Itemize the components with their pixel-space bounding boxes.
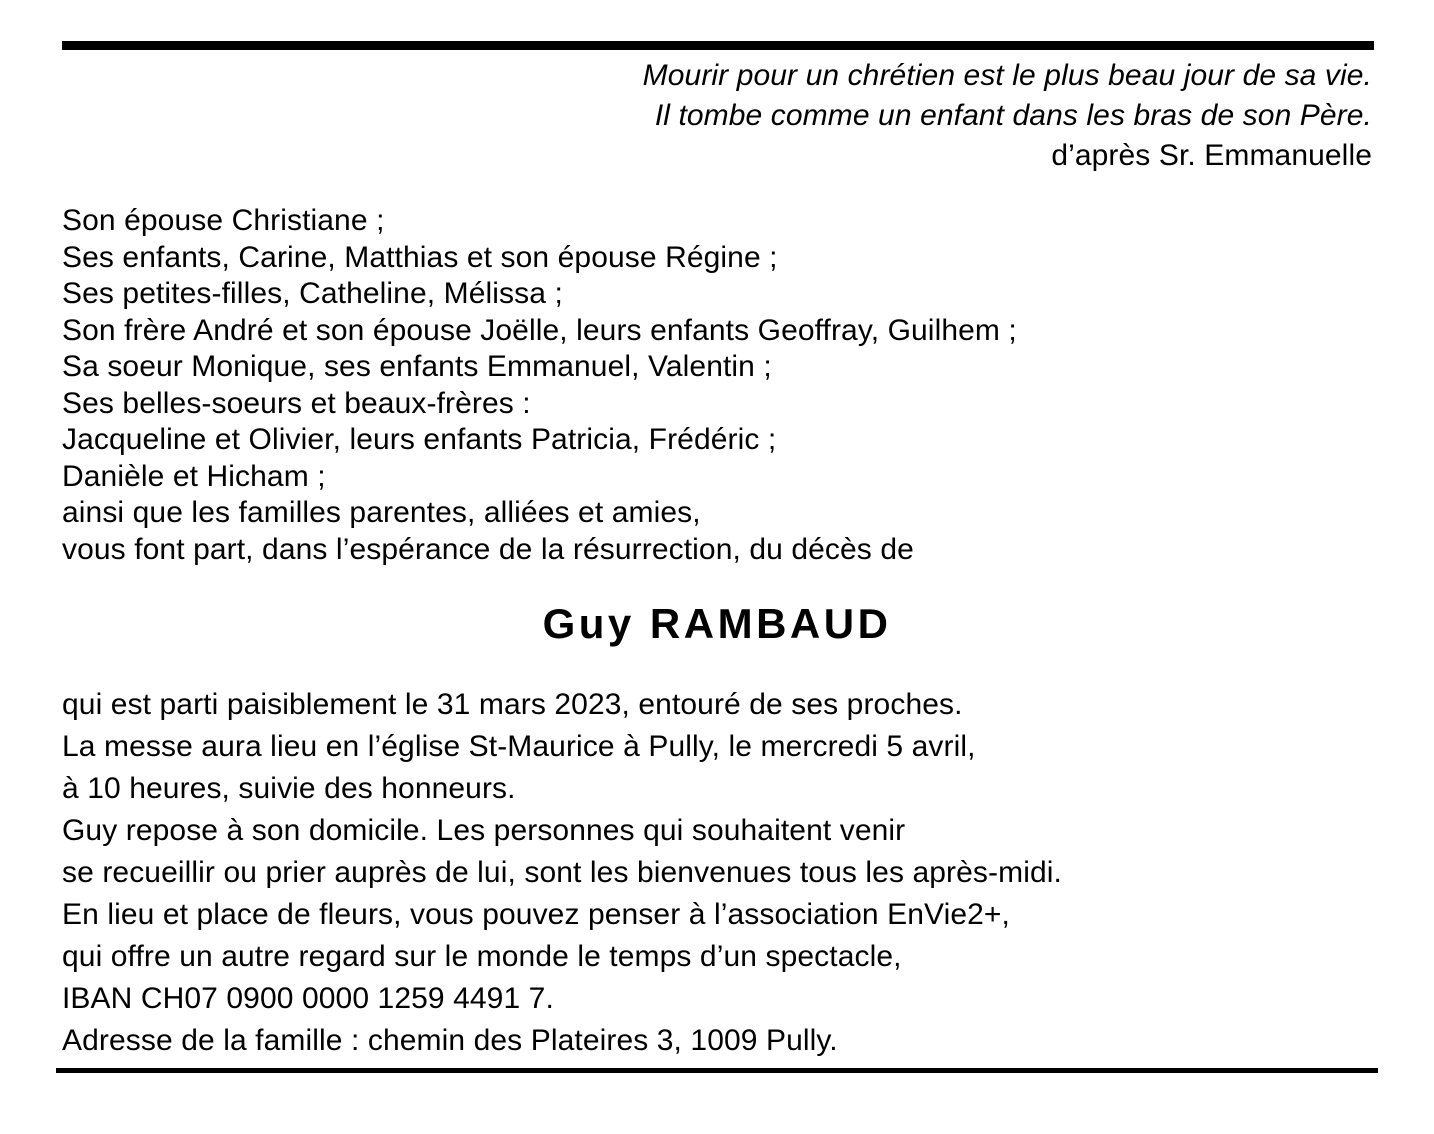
- detail-line-iban: IBAN CH07 0900 0000 1259 4491 7.: [62, 982, 554, 1015]
- family-line: Son frère André et son épouse Joëlle, leurs enfants Geoffray, Guilhem ;: [62, 313, 1017, 347]
- detail-line: à 10 heures, suivie des honneurs.: [62, 772, 516, 805]
- epigraph-line-1: Mourir pour un chrétien est le plus beau jour de sa vie.: [642, 59, 1372, 92]
- detail-line: Guy repose à son domicile. Les personnes qui souhaitent venir: [62, 814, 906, 847]
- family-line: Sa soeur Monique, ses enfants Emmanuel, Valentin ;: [62, 350, 772, 383]
- top-divider: [62, 41, 1374, 50]
- detail-line: La messe aura lieu en l’église St-Maurice à Pully, le mercredi 5 avril,: [62, 730, 976, 763]
- family-line: Son épouse Christiane ;: [62, 204, 385, 237]
- detail-line: qui offre un autre regard sur le monde le temps d’un spectacle,: [62, 940, 902, 973]
- epigraph-line-2: Il tombe comme un enfant dans les bras de son Père.: [654, 99, 1372, 132]
- epigraph: [643, 56, 1372, 176]
- family-announcement: [62, 203, 1017, 568]
- family-line: ainsi que les familles parentes, alliées et amies,: [62, 496, 701, 529]
- family-line: Jacqueline et Olivier, leurs enfants Patricia, Frédéric ;: [62, 423, 777, 456]
- family-line: Ses petites-filles, Catheline, Mélissa ;: [62, 277, 563, 310]
- epigraph-attribution: d’après Sr. Emmanuelle: [1051, 139, 1372, 172]
- family-line: Ses enfants, Carine, Matthias et son épouse Régine ;: [62, 240, 778, 274]
- family-line: vous font part, dans l’espérance de la résurrection, du décès de: [62, 532, 914, 566]
- family-line: Ses belles-soeurs et beaux-frères :: [62, 386, 531, 420]
- service-details: [62, 684, 1062, 1062]
- detail-line: En lieu et place de fleurs, vous pouvez penser à l’association EnVie2+,: [62, 898, 1010, 931]
- detail-line: qui est parti paisiblement le 31 mars 2023, entouré de ses proches.: [62, 688, 963, 721]
- family-line: Danièle et Hicham ;: [62, 459, 326, 493]
- detail-line-address: Adresse de la famille : chemin des Plateires 3, 1009 Pully.: [62, 1024, 838, 1057]
- bottom-divider: [56, 1068, 1378, 1073]
- deceased-name: Guy RAMBAUD: [542, 600, 892, 647]
- detail-line: se recueillir ou prier auprès de lui, sont les bienvenues tous les après-midi.: [62, 856, 1062, 889]
